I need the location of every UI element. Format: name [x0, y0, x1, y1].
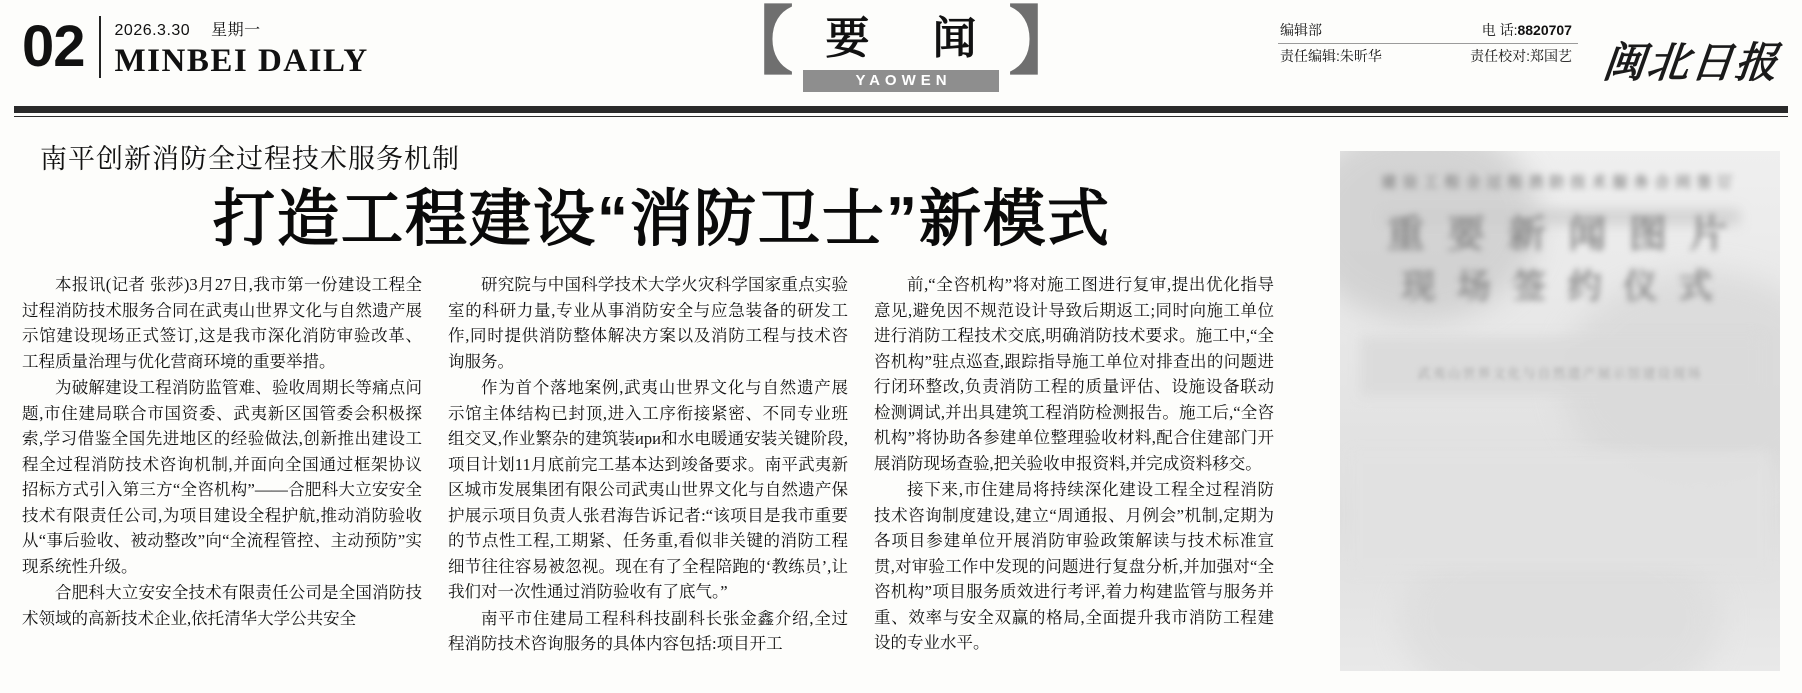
masthead: [0, 0, 1802, 104]
paper-name-en: MINBEI DAILY: [114, 42, 369, 79]
article-shoulder: 南平创新消防全过程技术服务机制: [40, 144, 460, 174]
section-title-en: YAOWEN: [803, 70, 999, 92]
paragraph: 接下来,市住建局将持续深化建设工程全过程消防技术咨询制度建设,建立“周通报、月例会”机制,定期为各项目参建单位开展消防审验政策解读与技术标准宣贯,对审验工作中发现的问题进行复盘分析,并加强对“全咨机构”项目服务质效进行考评,着力构建监管与服务并重、效率与安全双赢的格局,全面提升我市消防工程建设的专业水平。: [874, 480, 1274, 652]
paragraph: 为破解建设工程消防监管难、验收周期长等痛点问题,市住建局联合市国资委、武夷新区国管委会积极探索,学习借鉴全国先进地区的经验做法,创新推出建设工程全过程消防技术咨询机制,并面向全国通过框架协议招标方式引入第三方“全咨机构”——合肥科大立安安全技术有限责任公司,为项目建设全程护航,推动消防验收从“事后验收、被动整改”向“全流程管控、主动预防”实现系统性升级。: [22, 378, 422, 576]
paragraph: 研究院与中国科学技术大学火灾科学国家重点实验室的科研力量,专业从事消防安全与应急装备的研发工作,同时提供消防整体解决方案以及消防工程与技术咨询服务。: [448, 275, 848, 371]
article-columns: [22, 272, 1302, 658]
masthead-right: [1278, 10, 1780, 90]
phone-label: 电 话:: [1481, 22, 1518, 38]
masthead-date-row: [115, 17, 369, 40]
phone-cell: [1482, 19, 1572, 41]
paragraph: 作为首个落地案例,武夷山世界文化与自然遗产展示馆主体结构已封顶,进入工序衔接紧密、不同专业班组交叉,作业繁杂的建筑装ири和水电暖通安装关键阶段,项目计划11月底前完工基本达到竣备要求。南平武夷新区城市发展集团有限公司武夷山世界文化与自然遗产保护展示项目负责人张君海告诉记者:“该项目是我市重要的节点性工程,工期紧、任务重,看似非关键的消防工程细节往往容易被忽视。现在有了全程陪跑的‘教练员’,让我们对一次性通过消防验收有了底气。”: [448, 378, 848, 601]
photo-headline-text: 重 要 新 闻 图 片: [1386, 214, 1734, 256]
proofreader-name: 郑国艺: [1529, 48, 1572, 64]
paragraph: 合肥科大立安安全技术有限责任公司是全国消防技术领域的高新技术企业,依托清华大学公共安全: [22, 583, 422, 628]
responsible-editor-label: 责任编辑:: [1279, 48, 1340, 64]
article-headline: 打造工程建设“消防卫士”新模式: [212, 185, 1111, 254]
photo-subline-text: 现 场 签 约 仪 式: [1401, 268, 1719, 306]
article-column-3: [874, 272, 1274, 658]
proofreader-cell: [1470, 45, 1572, 67]
masthead-rule-thick: [14, 106, 1788, 113]
phone-number: 8820707: [1517, 22, 1572, 38]
proofreader-label: 责任校对:: [1470, 48, 1530, 64]
masthead-date-block: [115, 17, 369, 78]
page-number: 02: [22, 14, 85, 79]
section-title-cn: 要 闻: [825, 14, 1003, 63]
publication-weekday: 星期一: [211, 21, 261, 39]
paragraph: 南平市住建局工程科科技副科长张金鑫介绍,全过程消防技术咨询服务的具体内容包括:项目开工: [448, 608, 848, 653]
section-banner: [686, 2, 1116, 92]
masthead-left: [22, 10, 369, 78]
photo-caption-text: 武夷山世界文化与自然遗产展示馆建设现场: [1417, 366, 1703, 381]
section-banner-core: [794, 8, 1009, 92]
responsible-editor-name: 朱昕华: [1339, 48, 1382, 64]
headline-block: [22, 137, 1302, 258]
article-photo: [1340, 151, 1780, 671]
responsible-editor-cell: [1280, 45, 1382, 67]
article-body: [0, 117, 1802, 684]
photo-blur-band: [1350, 451, 1770, 571]
paragraph: 本报讯(记者 张莎)3月27日,我市第一份建设工程全过程消防技术服务合同在武夷山世界文化与自然遗产展示馆建设现场正式签订,这是我市深化消防审验改革、工程质量治理与优化营商环境的重要举措。: [22, 275, 422, 371]
bracket-left-icon: 【: [719, 2, 794, 84]
publication-date: 2026.3.30: [114, 21, 191, 39]
paper-nameplate-cn: 闽北日报: [1600, 41, 1782, 87]
credits-row-staff: [1278, 44, 1578, 69]
editor-dept-label: 编辑部: [1279, 22, 1322, 38]
article-column-1: [22, 272, 422, 658]
photo-topline-text: 建设工程全过程消防技术服务合同签订: [1381, 174, 1739, 191]
masthead-divider: [99, 16, 101, 78]
credits-table: [1278, 18, 1578, 69]
paragraph: 前,“全咨机构”将对施工图进行复审,提出优化指导意见,避免因不规范设计导致后期返工;同时向施工单位进行消防工程技术交底,明确消防技术要求。施工中,“全咨机构”驻点巡查,跟踪指导施工单位对排查出的问题进行闭环整改,负责消防工程的质量评估、设施设备联动检测调试,并出具建筑工程消防检测报告。施工后,“全咨机构”将协助各参建单位整理验收材料,配合住建部门开展消防现场查验,把关验收申报资料,并完成资料移交。: [874, 275, 1274, 473]
credits-row-dept: [1278, 18, 1578, 44]
article-column-2: [448, 272, 848, 658]
bracket-right-icon: 】: [1008, 2, 1083, 84]
